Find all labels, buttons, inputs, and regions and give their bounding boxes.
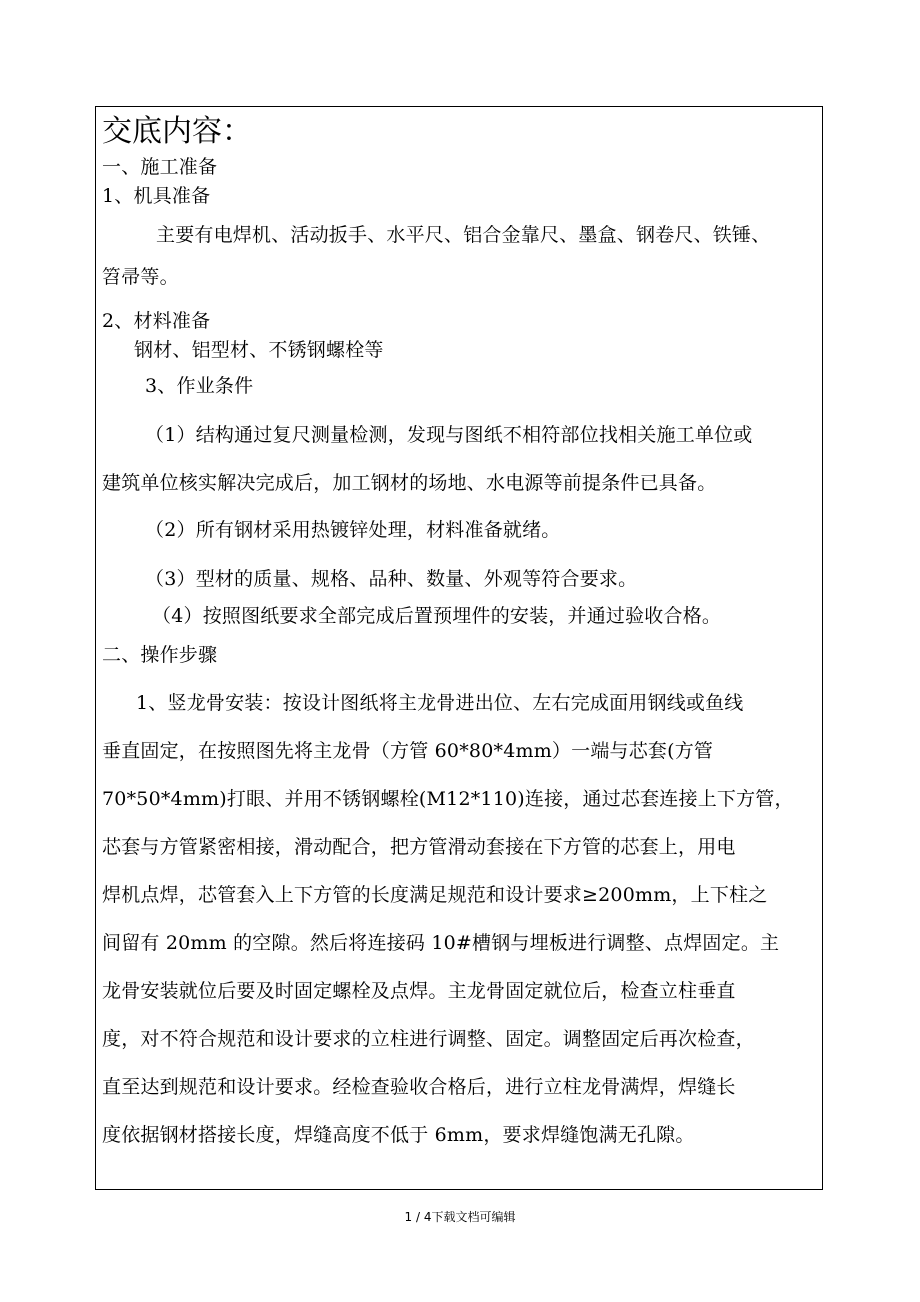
paragraph-line: 笤帚等。 — [102, 266, 179, 288]
paragraph-line: （4）按照图纸要求全部完成后置预埋件的安装，并通过验收合格。 — [152, 605, 722, 627]
paragraph-line: 建筑单位核实解决完成后，加工钢材的场地、水电源等前提条件已具备。 — [102, 472, 717, 494]
section-heading-preparation: 一、施工准备 — [102, 156, 218, 178]
paragraph-line: 主要有电焊机、活动扳手、水平尺、铝合金靠尺、墨盒、钢卷尺、铁锤、 — [156, 224, 771, 246]
paragraph-line: 70*50*4mm)打眼、并用不锈钢螺栓(M12*110)连接，通过芯套连接上下方管， — [102, 788, 794, 810]
paragraph-line: 芯套与方管紧密相接，滑动配合，把方管滑动套接在下方管的芯套上，用电 — [102, 836, 736, 858]
paragraph-line: （3）型材的质量、规格、品种、数量、外观等符合要求。 — [145, 568, 638, 590]
paragraph-line: 度，对不符合规范和设计要求的立柱进行调整、固定。调整固定后再次检查， — [102, 1028, 755, 1050]
paragraph-line: 垂直固定，在按照图先将主龙骨（方管 60*80*4mm）一端与芯套(方管 — [102, 740, 714, 762]
paragraph-line: 钢材、铝型材、不锈钢螺栓等 — [134, 339, 384, 361]
paragraph-line: 直至达到规范和设计要求。经检查验收合格后，进行立柱龙骨满焊，焊缝长 — [102, 1076, 736, 1098]
paragraph-line: （1）结构通过复尺测量检测，发现与图纸不相符部位找相关施工单位或 — [145, 424, 753, 446]
subheading-materials: 2、材料准备 — [102, 310, 211, 332]
paragraph-line: 1、竖龙骨安装：按设计图纸将主龙骨进出位、左右完成面用钢线或鱼线 — [136, 692, 744, 714]
paragraph-line: 度依据钢材搭接长度，焊缝高度不低于 6mm，要求焊缝饱满无孔隙。 — [102, 1124, 695, 1146]
page-title: 交底内容： — [102, 114, 252, 149]
paragraph-line: 焊机点焊，芯管套入上下方管的长度满足规范和设计要求≥200mm，上下柱之 — [102, 884, 768, 906]
subheading-equipment: 1、机具准备 — [102, 185, 211, 207]
paragraph-line: （2）所有钢材采用热镀锌处理，材料准备就绪。 — [145, 519, 561, 541]
paragraph-line: 龙骨安装就位后要及时固定螺栓及点焊。主龙骨固定就位后，检查立柱垂直 — [102, 980, 736, 1002]
section-heading-steps: 二、操作步骤 — [102, 644, 218, 666]
paragraph-line: 间留有 20mm 的空隙。然后将连接码 10#槽钢与埋板进行调整、点焊固定。主 — [102, 932, 780, 954]
page-footer: 1 / 4下载文档可编辑 — [404, 1210, 516, 1224]
subheading-conditions: 3、作业条件 — [145, 375, 254, 397]
